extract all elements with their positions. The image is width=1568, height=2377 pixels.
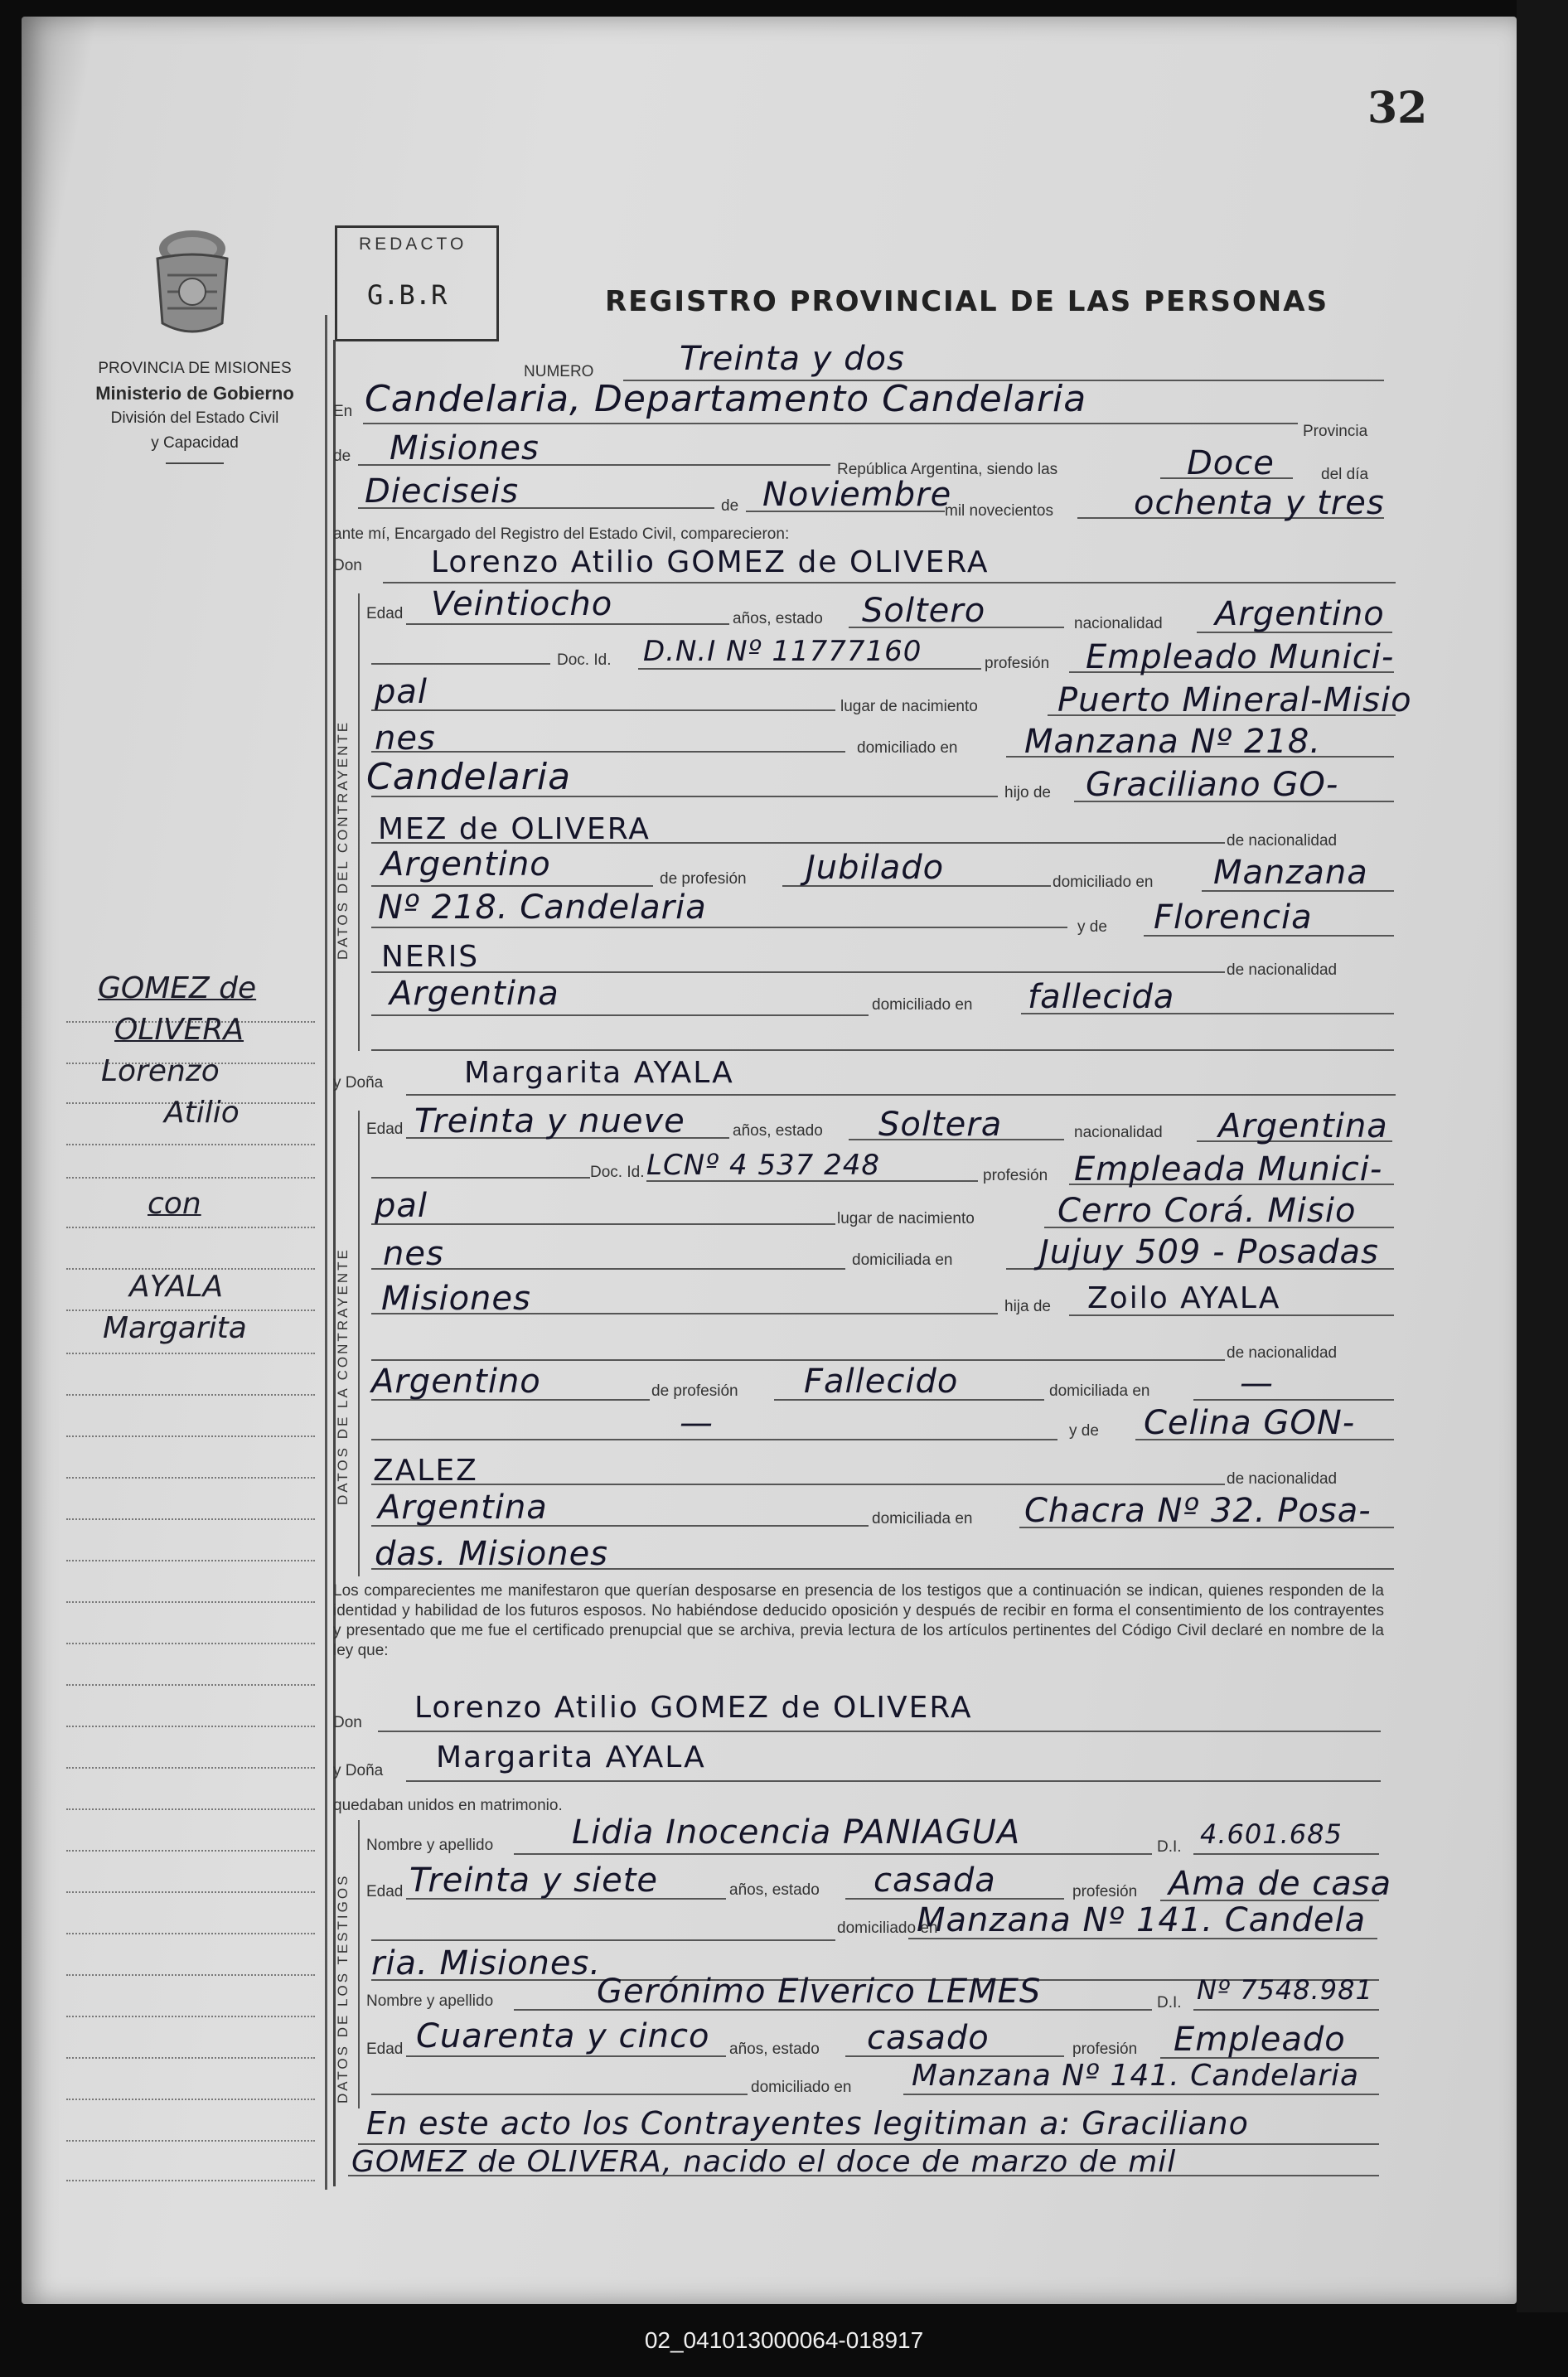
label-datos-testigos: DATOS DE LOS TESTIGOS — [335, 1873, 351, 2103]
label-de-nacionalidad-f2: de nacionalidad — [1227, 1470, 1338, 1488]
contrayente-madre-dom: fallecida — [1028, 978, 1175, 1016]
label-datos-contrayente: DATOS DEL CONTRAYENTE — [335, 719, 351, 960]
label-profesion-f: profesión — [983, 1167, 1048, 1184]
dept-line-3: División del Estado Civil — [110, 409, 279, 427]
acta-anio: ochenta y tres — [1134, 484, 1385, 522]
label-de2: de — [721, 497, 739, 515]
margin-note-5: con — [148, 1187, 201, 1221]
acta-lugar: Candelaria, Departamento Candelaria — [365, 378, 1087, 420]
label-profesion-t2: profesión — [1072, 2041, 1138, 2058]
testigo-1-estado: casada — [874, 1861, 996, 1900]
acta-mes: Noviembre — [762, 476, 952, 514]
declaracion-dona: Margarita AYALA — [436, 1740, 706, 1774]
label-edad-t1: Edad — [366, 1883, 404, 1900]
contrayente-f-madre-dom-a: Chacra Nº 32. Posa- — [1024, 1492, 1372, 1530]
margin-note-2: OLIVERA — [114, 1013, 244, 1047]
footer-id: 02_041013000064-018917 — [644, 2327, 924, 2353]
label-ante-mi: ante mí, Encargado del Registro del Estado Civil, comparecieron: — [333, 525, 790, 543]
label-y-de: y de — [1077, 918, 1107, 936]
contrayente-f-padre-dom: — — [1240, 1364, 1274, 1402]
label-domiciliado-en: domiciliado en — [857, 739, 958, 757]
label-en: En — [333, 403, 353, 420]
dept-line-2: Ministerio de Gobierno — [95, 383, 294, 404]
contrayente-profesion-a: Empleado Munici- — [1086, 638, 1395, 676]
label-nacionalidad-f: nacionalidad — [1074, 1124, 1163, 1141]
contrayente-madre-nac: Argentina — [390, 975, 559, 1013]
label-de-nacionalidad-f: de nacionalidad — [1227, 1344, 1338, 1362]
label-republica: República Argentina, siendo las — [837, 461, 1058, 478]
acta-provincia: Misiones — [390, 429, 540, 467]
contrayente-f-madre-a: Celina GON- — [1144, 1404, 1356, 1442]
contrayente-f-doc: LCNº 4 537 248 — [646, 1149, 880, 1182]
contrayente-nacimiento-b: nes — [375, 719, 436, 758]
testigo-2-nombre: Gerónimo Elverico LEMES — [597, 1973, 1042, 2011]
contrayente-domicilio-b: Candelaria — [366, 756, 572, 798]
contrayente-padre-b: MEZ de OLIVERA — [378, 812, 651, 846]
label-datos-contrayente-f: DATOS DE LA CONTRAYENTE — [335, 1247, 351, 1505]
contrayente-padre-prof: Jubilado — [806, 849, 945, 887]
label-de-profesion-f: de profesión — [651, 1382, 738, 1400]
label-y-dona-2: y Doña — [333, 1762, 384, 1779]
label-domiciliada-en-3: domiciliada en — [872, 1510, 973, 1527]
contrayente-f-domicilio-b: Misiones — [381, 1280, 531, 1318]
label-nombre-apellido-2: Nombre y apellido — [366, 1992, 494, 2010]
label-nacionalidad: nacionalidad — [1074, 615, 1163, 632]
contrayente-padre-dom-a: Manzana — [1213, 854, 1368, 892]
label-edad: Edad — [366, 605, 404, 622]
label-domiciliado-en-2: domiciliado en — [1053, 874, 1154, 891]
label-domiciliada-en: domiciliada en — [852, 1251, 953, 1269]
redacto-box — [335, 225, 499, 341]
contrayente-f-padre-dom-b: — — [680, 1404, 714, 1442]
testigo-1-di: 4.601.685 — [1200, 1818, 1343, 1850]
contrayente-f-madre-nac: Argentina — [378, 1489, 548, 1527]
label-anos-estado-f: años, estado — [733, 1122, 823, 1140]
label-edad-t2: Edad — [366, 2041, 404, 2058]
contrayente-f-domicilio-a: Jujuy 509 - Posadas — [1039, 1233, 1379, 1271]
label-de-profesion: de profesión — [660, 870, 747, 888]
contrayente-f-nombre: Margarita AYALA — [464, 1056, 734, 1090]
contrayente-domicilio-a: Manzana Nº 218. — [1024, 723, 1322, 761]
label-domiciliado-en-t1: domiciliado en — [837, 1920, 938, 1937]
testigo-1-domicilio-a: Manzana Nº 141. Candela — [917, 1901, 1367, 1939]
label-di-1: D.I. — [1157, 1838, 1182, 1856]
label-domiciliado-en-t2: domiciliado en — [751, 2079, 852, 2096]
contrayente-f-madre-b: ZALEZ — [373, 1454, 478, 1488]
testigo-2-di: Nº 7548.981 — [1197, 1974, 1373, 2006]
label-y-dona: y Doña — [333, 1074, 384, 1092]
document-title: REGISTRO PROVINCIAL DE LAS PERSONAS — [605, 285, 1329, 318]
contrayente-nacionalidad: Argentino — [1215, 595, 1385, 633]
label-edad-f: Edad — [366, 1121, 404, 1138]
label-don-2: Don — [333, 1714, 362, 1731]
label-di-2: D.I. — [1157, 1994, 1182, 2011]
contrayente-f-edad: Treinta y nueve — [414, 1102, 685, 1140]
contrayente-madre-b: NERIS — [381, 940, 480, 974]
margin-note-7: Margarita — [103, 1311, 247, 1345]
contrayente-nacimiento-a: Puerto Mineral-Misio — [1057, 681, 1412, 719]
contrayente-f-nacionalidad: Argentina — [1218, 1107, 1388, 1145]
dept-rule — [166, 462, 224, 464]
declaracion-texto: Los comparecientes me manifestaron que querían desposarse en presencia de los testigos que a continuación se indican, quienes responden de la identidad y habilidad de los futuros esposos. No habiéndose deducido oposición y después de recibir en forma el consentimiento de los contrayentes y presentado que me fue el certificado prenupcial que se archiva, previa lectura de los artículos pertinentes del Código Civil declaré en nombre de la ley que: — [333, 1582, 1384, 1659]
redacto-label: REDACTO — [359, 235, 467, 254]
margin-divider — [325, 315, 327, 2190]
margin-note-6: AYALA — [129, 1270, 224, 1304]
margin-note-3: Lorenzo — [101, 1054, 220, 1088]
contrayente-profesion-b: pal — [375, 673, 428, 711]
label-domiciliado-en-3: domiciliado en — [872, 996, 973, 1014]
label-lugar-nacimiento-f: lugar de nacimiento — [837, 1210, 975, 1227]
redacto-value: G.B.R — [367, 279, 448, 311]
contrayente-padre-dom-b: Nº 218. Candelaria — [378, 888, 707, 927]
contrayente-f-nacimiento-b: nes — [383, 1235, 444, 1273]
label-anos-estado-t2: años, estado — [729, 2041, 820, 2058]
label-anos-estado-t1: años, estado — [729, 1881, 820, 1899]
contrayente-f-profesion-b: pal — [375, 1187, 428, 1225]
testigo-2-domicilio: Manzana Nº 141. Candelaria — [912, 2059, 1360, 2093]
contrayente-f-padre-nac: Argentino — [371, 1363, 541, 1401]
testigo-2-edad: Cuarenta y cinco — [416, 2017, 710, 2055]
dept-line-4: y Capacidad — [151, 434, 239, 452]
label-mil-novecientos: mil novecientos — [945, 502, 1053, 520]
label-quedaban: quedaban unidos en matrimonio. — [333, 1797, 563, 1814]
label-numero: NUMERO — [524, 363, 594, 380]
testigo-2-profesion: Empleado — [1174, 2021, 1346, 2059]
dept-line-1: PROVINCIA DE MISIONES — [98, 360, 292, 377]
testigo-1-edad: Treinta y siete — [409, 1861, 658, 1900]
label-profesion: profesión — [985, 655, 1050, 672]
provincial-seal-icon — [143, 225, 242, 341]
label-lugar-nacimiento: lugar de nacimiento — [840, 698, 978, 715]
acta-numero: Treinta y dos — [680, 340, 905, 378]
contrayente-f-padre: Zoilo AYALA — [1087, 1281, 1281, 1315]
margin-note-1: GOMEZ de — [98, 971, 257, 1005]
page-number: 32 — [1367, 83, 1428, 133]
label-doc-id-f: Doc. Id. — [590, 1164, 645, 1181]
department-block — [58, 356, 332, 464]
label-hijo-de: hijo de — [1004, 784, 1051, 801]
contrayente-f-profesion-a: Empleada Munici- — [1074, 1150, 1383, 1188]
contrayente-f-nacimiento-a: Cerro Corá. Misio — [1057, 1192, 1357, 1230]
contrayente-padre-nac: Argentino — [381, 845, 551, 884]
label-del-dia: del día — [1321, 466, 1369, 483]
label-y-de-f: y de — [1069, 1422, 1099, 1440]
declaracion-don: Lorenzo Atilio GOMEZ de OLIVERA — [414, 1691, 973, 1725]
contrayente-f-padre-prof: Fallecido — [804, 1363, 959, 1401]
label-domiciliada-en-2: domiciliada en — [1049, 1382, 1150, 1400]
testigo-2-estado: casado — [867, 2019, 990, 2057]
contrayente-padre-a: Graciliano GO- — [1086, 766, 1339, 804]
contrayente-doc: D.N.I Nº 11777160 — [643, 635, 922, 668]
contrayente-madre-a: Florencia — [1154, 898, 1313, 937]
acta-dia: Dieciseis — [365, 472, 520, 511]
contrayente-nombre: Lorenzo Atilio GOMEZ de OLIVERA — [431, 545, 990, 579]
contrayente-estado: Soltero — [862, 592, 986, 630]
label-anos-estado: años, estado — [733, 610, 823, 627]
label-de-nacionalidad-2: de nacionalidad — [1227, 961, 1338, 979]
label-de-nacionalidad: de nacionalidad — [1227, 832, 1338, 850]
nota-final-b: GOMEZ de OLIVERA, nacido el doce de marzo de mil — [351, 2145, 1177, 2179]
margin-note-4: Atilio — [164, 1096, 240, 1130]
label-hija-de: hija de — [1004, 1298, 1051, 1315]
testigo-1-nombre: Lidia Inocencia PANIAGUA — [572, 1813, 1021, 1852]
testigo-1-profesion: Ama de casa — [1169, 1865, 1392, 1903]
label-don: Don — [333, 557, 362, 574]
label-de: de — [333, 448, 351, 465]
nota-final-a: En este acto los Contrayentes legitiman a: Graciliano — [366, 2105, 1249, 2142]
testigo-1-domicilio-b: ria. Misiones. — [371, 1944, 602, 1982]
book-edge — [1517, 0, 1568, 2312]
contrayente-edad: Veintiocho — [431, 585, 613, 623]
label-nombre-apellido-1: Nombre y apellido — [366, 1837, 494, 1854]
acta-hora: Doce — [1187, 444, 1275, 482]
label-profesion-t1: profesión — [1072, 1883, 1138, 1900]
label-provincia: Provincia — [1303, 423, 1368, 440]
contrayente-f-madre-dom-b: das. Misiones — [375, 1535, 609, 1573]
contrayente-f-estado: Soltera — [878, 1106, 1003, 1144]
label-doc-id: Doc. Id. — [557, 651, 612, 669]
